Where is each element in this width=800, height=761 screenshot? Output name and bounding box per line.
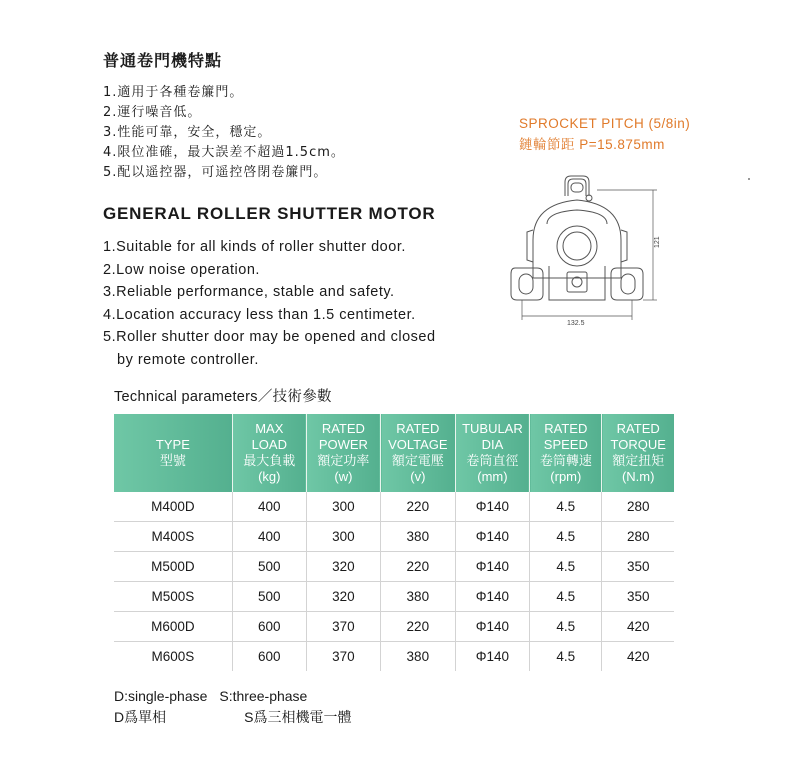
header-line: POWER	[318, 437, 368, 452]
table-row	[114, 492, 674, 522]
motor-body-contour	[547, 210, 607, 224]
cell-tubular-dia: Φ140	[455, 582, 530, 612]
cell-rated-power: 320	[306, 582, 380, 612]
cell-type: M500S	[114, 582, 232, 612]
header-max-load	[232, 414, 306, 492]
cell-rated-speed: 4.5	[530, 522, 602, 552]
legend-single-phase-cn: D爲單相	[114, 709, 167, 725]
cell-rated-power: 370	[306, 612, 380, 642]
gear-window	[567, 272, 587, 292]
cell-rated-torque: 280	[602, 522, 674, 552]
header-line: (rpm)	[550, 469, 582, 484]
cell-type: M400S	[114, 522, 232, 552]
cell-rated-voltage: 220	[381, 612, 456, 642]
header-line: (kg)	[258, 469, 281, 484]
width-dimension-label: 132.5	[567, 320, 585, 327]
table-row	[114, 552, 674, 582]
cell-rated-voltage: 380	[381, 642, 456, 672]
cell-rated-voltage: 380	[381, 522, 456, 552]
chinese-feature-item: 1.適用于各種卷簾門。	[103, 85, 244, 100]
english-feature-item-continued: by remote controller.	[117, 351, 259, 368]
header-rated-speed	[530, 414, 602, 492]
cell-type: M600D	[114, 612, 232, 642]
header-line: TORQUE	[610, 437, 666, 452]
left-mount-lug	[511, 268, 543, 300]
header-rated-torque	[602, 414, 674, 492]
chinese-feature-item: 5.配以遥控器，可遥控啓閉卷簾門。	[103, 165, 328, 180]
header-line: RATED	[396, 421, 440, 436]
lower-housing	[549, 266, 605, 300]
header-line: 卷筒直徑	[466, 453, 519, 468]
english-feature-list	[103, 236, 436, 372]
cell-max-load: 500	[232, 552, 306, 582]
cell-type: M500D	[114, 552, 232, 582]
legend-three-phase-cn: S爲三相機電一體	[244, 709, 352, 725]
height-dimension-label: 121	[654, 236, 661, 248]
cell-rated-power: 300	[306, 492, 380, 522]
english-title: GENERAL ROLLER SHUTTER MOTOR	[103, 204, 436, 223]
table-row	[114, 642, 674, 672]
top-lug-hole	[571, 183, 583, 192]
chinese-title: 普通卷門機特點	[103, 51, 223, 70]
legend-single-phase: D:single-phase	[114, 688, 208, 704]
header-line: 最大負載	[243, 453, 296, 468]
header-line: 卷筒轉速	[539, 453, 592, 468]
cell-rated-speed: 4.5	[530, 492, 602, 522]
cell-rated-torque: 350	[602, 552, 674, 582]
header-line: SPEED	[543, 437, 588, 452]
left-flange	[527, 230, 533, 262]
cell-tubular-dia: Φ140	[455, 522, 530, 552]
sprocket-pitch-label: SPROCKET PITCH (5/8in)	[519, 116, 691, 131]
table-row	[114, 582, 674, 612]
header-line: DIA	[481, 437, 504, 452]
english-feature-item: 2.Low noise operation.	[103, 261, 260, 278]
header-rated-power	[306, 414, 380, 492]
english-feature-item: 4.Location accuracy less than 1.5 centimeter.	[103, 306, 416, 323]
header-line: TYPE	[155, 437, 190, 452]
cell-rated-torque: 280	[602, 492, 674, 522]
sprocket-pitch-info	[519, 113, 690, 155]
cell-rated-voltage: 380	[381, 582, 456, 612]
english-feature-item: 3.Reliable performance, stable and safety.	[103, 284, 395, 301]
table-row	[114, 612, 674, 642]
cell-tubular-dia: Φ140	[455, 492, 530, 522]
chinese-feature-item: 2.運行噪音低。	[103, 105, 202, 120]
header-line: RATED	[321, 421, 365, 436]
params-header-row	[114, 414, 674, 492]
header-line: (v)	[410, 469, 426, 484]
english-feature-item: 5.Roller shutter door may be opened and closed	[103, 329, 436, 346]
left-mount-hole	[519, 274, 533, 294]
header-line: RATED	[616, 421, 660, 436]
cell-max-load: 600	[232, 642, 306, 672]
legend-three-phase: S:three-phase	[219, 688, 308, 704]
right-flange	[621, 230, 627, 262]
header-line: 額定扭矩	[612, 453, 665, 468]
header-tubular-dia	[455, 414, 530, 492]
legend-english-row	[114, 686, 351, 707]
header-line: (mm)	[477, 469, 508, 484]
stray-dot	[748, 178, 750, 180]
header-line: RATED	[544, 421, 588, 436]
header-line: (w)	[334, 469, 353, 484]
header-line: TUBULAR	[462, 421, 523, 436]
chinese-feature-list	[103, 83, 345, 183]
cell-rated-speed: 4.5	[530, 552, 602, 582]
cell-rated-voltage: 220	[381, 552, 456, 582]
cell-rated-speed: 4.5	[530, 612, 602, 642]
header-line: MAX	[255, 421, 284, 436]
cell-type: M400D	[114, 492, 232, 522]
header-line: (N.m)	[621, 469, 655, 484]
cell-tubular-dia: Φ140	[455, 642, 530, 672]
params-table	[114, 414, 674, 671]
cell-rated-torque: 350	[602, 582, 674, 612]
cell-type: M600S	[114, 642, 232, 672]
header-line: 型號	[159, 453, 186, 468]
cell-rated-speed: 4.5	[530, 582, 602, 612]
header-line: LOAD	[251, 437, 287, 452]
english-feature-item: 1.Suitable for all kinds of roller shutter door.	[103, 239, 406, 255]
cell-max-load: 400	[232, 492, 306, 522]
phase-legend	[114, 686, 351, 728]
chinese-feature-item: 4.限位准確，最大誤差不超過1.5cm。	[103, 145, 345, 160]
legend-chinese-row	[114, 707, 351, 728]
header-line: VOLTAGE	[388, 437, 448, 452]
chinese-feature-item: 3.性能可靠，安全，穩定。	[103, 125, 272, 140]
cell-rated-torque: 420	[626, 649, 650, 664]
cell-max-load: 500	[232, 582, 306, 612]
cell-tubular-dia: Φ140	[455, 552, 530, 582]
cell-max-load: 400	[232, 522, 306, 552]
header-type	[114, 414, 232, 492]
cell-max-load: 600	[232, 612, 306, 642]
params-title: Technical parameters／技術參數	[114, 389, 332, 405]
cell-rated-speed: 4.5	[530, 642, 602, 672]
header-line: 額定功率	[317, 453, 370, 468]
cell-rated-voltage: 220	[381, 492, 456, 522]
tube-inner-ring	[563, 232, 591, 260]
table-row	[114, 522, 674, 552]
cell-tubular-dia: Φ140	[455, 612, 530, 642]
motor-technical-drawing	[505, 168, 675, 328]
cell-rated-power: 370	[306, 642, 380, 672]
header-rated-voltage	[381, 414, 456, 492]
cell-rated-torque: 420	[602, 612, 674, 642]
right-mount-lug	[611, 268, 643, 300]
right-mount-hole	[621, 274, 635, 294]
sprocket-pitch-chinese: 鏈輪節距 P=15.875mm	[519, 137, 665, 152]
cell-rated-power: 320	[306, 552, 380, 582]
header-line: 額定電壓	[391, 453, 444, 468]
cell-rated-power: 300	[306, 522, 380, 552]
